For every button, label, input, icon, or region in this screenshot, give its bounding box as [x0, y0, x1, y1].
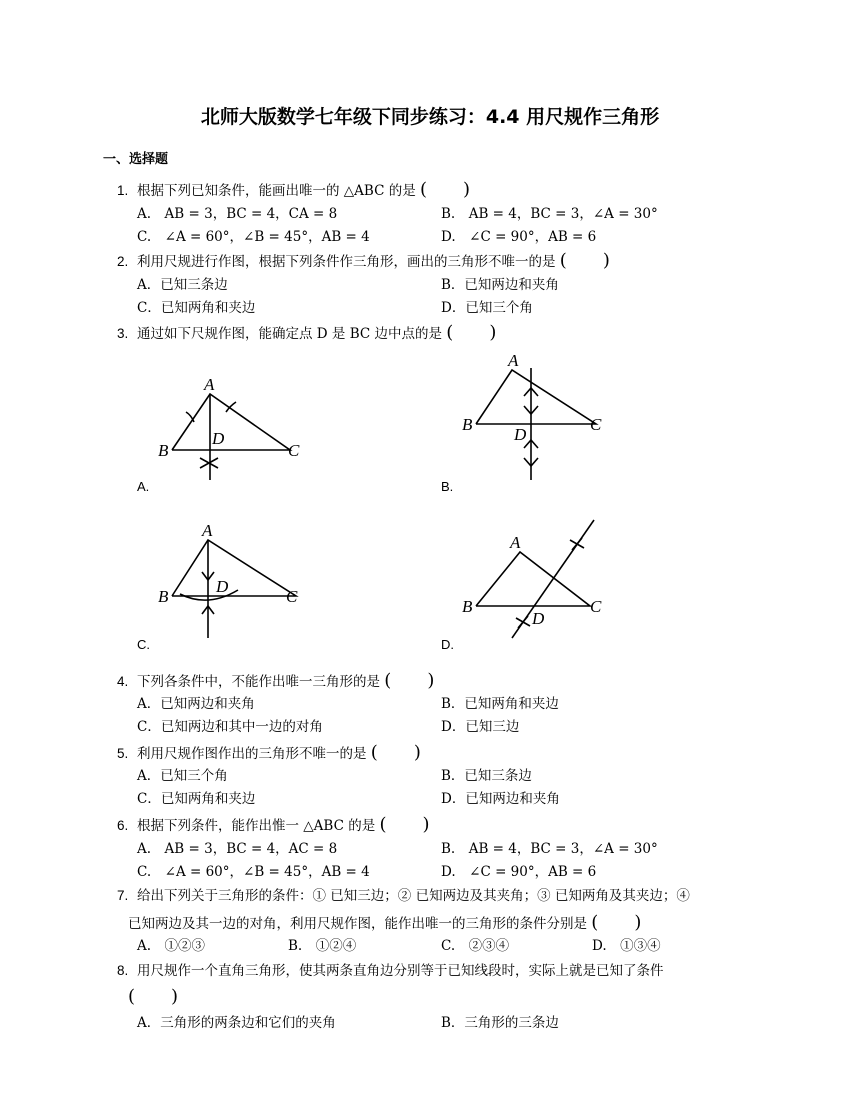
question-number: 4.: [117, 674, 129, 689]
vertex-label-c: C: [286, 587, 298, 606]
figure-option-d[interactable]: D.: [441, 637, 454, 652]
question-8-continued: [128, 982, 178, 1008]
answer-paren: ( ): [379, 814, 430, 835]
vertex-label-b: B: [158, 587, 169, 606]
vertex-label-a: A: [204, 375, 215, 394]
point-label-d: D: [532, 609, 545, 628]
point-label-d: D: [514, 425, 527, 444]
answer-paren: ( ): [559, 250, 610, 271]
option-a[interactable]: A．已知三个角: [137, 768, 228, 784]
answer-paren: ( ): [420, 179, 471, 200]
option-c[interactable]: C．已知两角和夹边: [137, 791, 256, 807]
vertex-label-c: C: [590, 597, 602, 616]
question-4: [117, 666, 434, 692]
vertex-label-a: A: [508, 351, 519, 370]
question-number: 2.: [117, 254, 129, 269]
answer-paren: ( ): [384, 670, 435, 691]
vertex-label-b: B: [158, 441, 169, 460]
option-a[interactable]: A．已知两边和夹角: [137, 696, 255, 712]
option-b[interactable]: B．已知三条边: [441, 768, 532, 784]
figure-option-a[interactable]: A.: [137, 479, 150, 494]
vertex-label-b: B: [462, 415, 473, 434]
point-label-d: D: [216, 577, 229, 596]
question-text: 下列各条件中，不能作出唯一三角形的是: [137, 674, 380, 690]
vertex-label-c: C: [288, 441, 300, 460]
option-d[interactable]: D．已知两边和夹角: [441, 791, 560, 807]
question-text: 利用尺规作图作出的三角形不唯一的是: [137, 746, 367, 762]
option-a[interactable]: A. AB = 3，BC = 4，CA = 8: [137, 206, 338, 222]
vertex-label-a: A: [510, 533, 521, 552]
question-2: [117, 246, 610, 272]
option-d[interactable]: D. ∠C = 90°，AB = 6: [441, 229, 597, 245]
question-7: [117, 884, 690, 904]
option-b[interactable]: B. ①②④: [288, 938, 357, 954]
question-1: [117, 175, 470, 201]
question-text: 通过如下尺规作图，能确定点 D 是 BC 边中点的是: [137, 326, 442, 342]
section-heading: 一、选择题: [103, 152, 169, 167]
vertex-label-a: A: [202, 521, 213, 540]
question-number: 5.: [117, 746, 129, 761]
option-a[interactable]: A．三角形的两条边和它们的夹角: [137, 1015, 336, 1031]
question-number: 8.: [117, 963, 129, 978]
question-text: 用尺规作一个直角三角形，使其两条直角边分别等于已知线段时，实际上就是已知了条件: [137, 963, 664, 979]
option-c[interactable]: C．已知两边和其中一边的对角: [137, 719, 323, 735]
figure-c: [150, 518, 310, 640]
figure-a: [150, 372, 320, 482]
vertex-label-b: B: [462, 597, 473, 616]
option-b[interactable]: B. AB = 4，BC = 3，∠A = 30°: [441, 841, 658, 857]
question-number: 6.: [117, 818, 129, 833]
question-8: [117, 959, 664, 979]
question-number: 1.: [117, 183, 129, 198]
figure-b: [460, 350, 610, 482]
question-7-continued: [128, 908, 641, 934]
option-c[interactable]: C. ②③④: [441, 938, 510, 954]
figure-option-b[interactable]: B.: [441, 479, 454, 494]
option-d[interactable]: D．已知三边: [441, 719, 520, 735]
vertex-label-c: C: [590, 415, 602, 434]
question-text: 根据下列已知条件，能画出唯一的 △ABC 的是: [137, 183, 416, 199]
answer-paren: ( ): [446, 322, 497, 343]
question-number: 3.: [117, 326, 129, 341]
option-a[interactable]: A. AB = 3，BC = 4，AC = 8: [137, 841, 338, 857]
option-c[interactable]: C. ∠A = 60°，∠B = 45°，AB = 4: [137, 229, 370, 245]
answer-paren: ( ): [370, 742, 421, 763]
point-label-d: D: [212, 429, 225, 448]
question-6: [117, 810, 430, 836]
question-text-continued: 已知两边及其一边的对角，利用尺规作图，能作出唯一的三角形的条件分别是: [128, 916, 587, 932]
figure-option-c[interactable]: C.: [137, 637, 150, 652]
question-text: 根据下列条件，能作出惟一 △ABC 的是: [137, 818, 376, 834]
question-number: 7.: [117, 888, 129, 903]
option-b[interactable]: B．三角形的三条边: [441, 1015, 559, 1031]
option-d[interactable]: D. ∠C = 90°，AB = 6: [441, 864, 597, 880]
question-text: 给出下列关于三角形的条件：① 已知三边；② 已知两边及其夹角；③ 已知两角及其夹边；④: [137, 888, 690, 904]
option-a[interactable]: A. ①②③: [137, 938, 206, 954]
option-b[interactable]: B．已知两角和夹边: [441, 696, 559, 712]
question-5: [117, 738, 421, 764]
option-b[interactable]: B．已知两边和夹角: [441, 277, 559, 293]
option-d[interactable]: D．已知三个角: [441, 300, 533, 316]
answer-paren: ( ): [591, 912, 642, 933]
option-c[interactable]: C. ∠A = 60°，∠B = 45°，AB = 4: [137, 864, 370, 880]
option-a[interactable]: A．已知三条边: [137, 277, 228, 293]
option-d[interactable]: D. ①③④: [592, 938, 661, 954]
figure-d: [460, 518, 610, 640]
page-title: 北师大版数学七年级下同步练习：4.4 用尺规作三角形: [200, 106, 660, 128]
option-b[interactable]: B. AB = 4，BC = 3，∠A = 30°: [441, 206, 658, 222]
question-3: [117, 318, 496, 344]
option-c[interactable]: C．已知两角和夹边: [137, 300, 256, 316]
answer-paren: ( ): [128, 986, 179, 1007]
question-text: 利用尺规进行作图，根据下列条件作三角形，画出的三角形不唯一的是: [137, 254, 556, 270]
